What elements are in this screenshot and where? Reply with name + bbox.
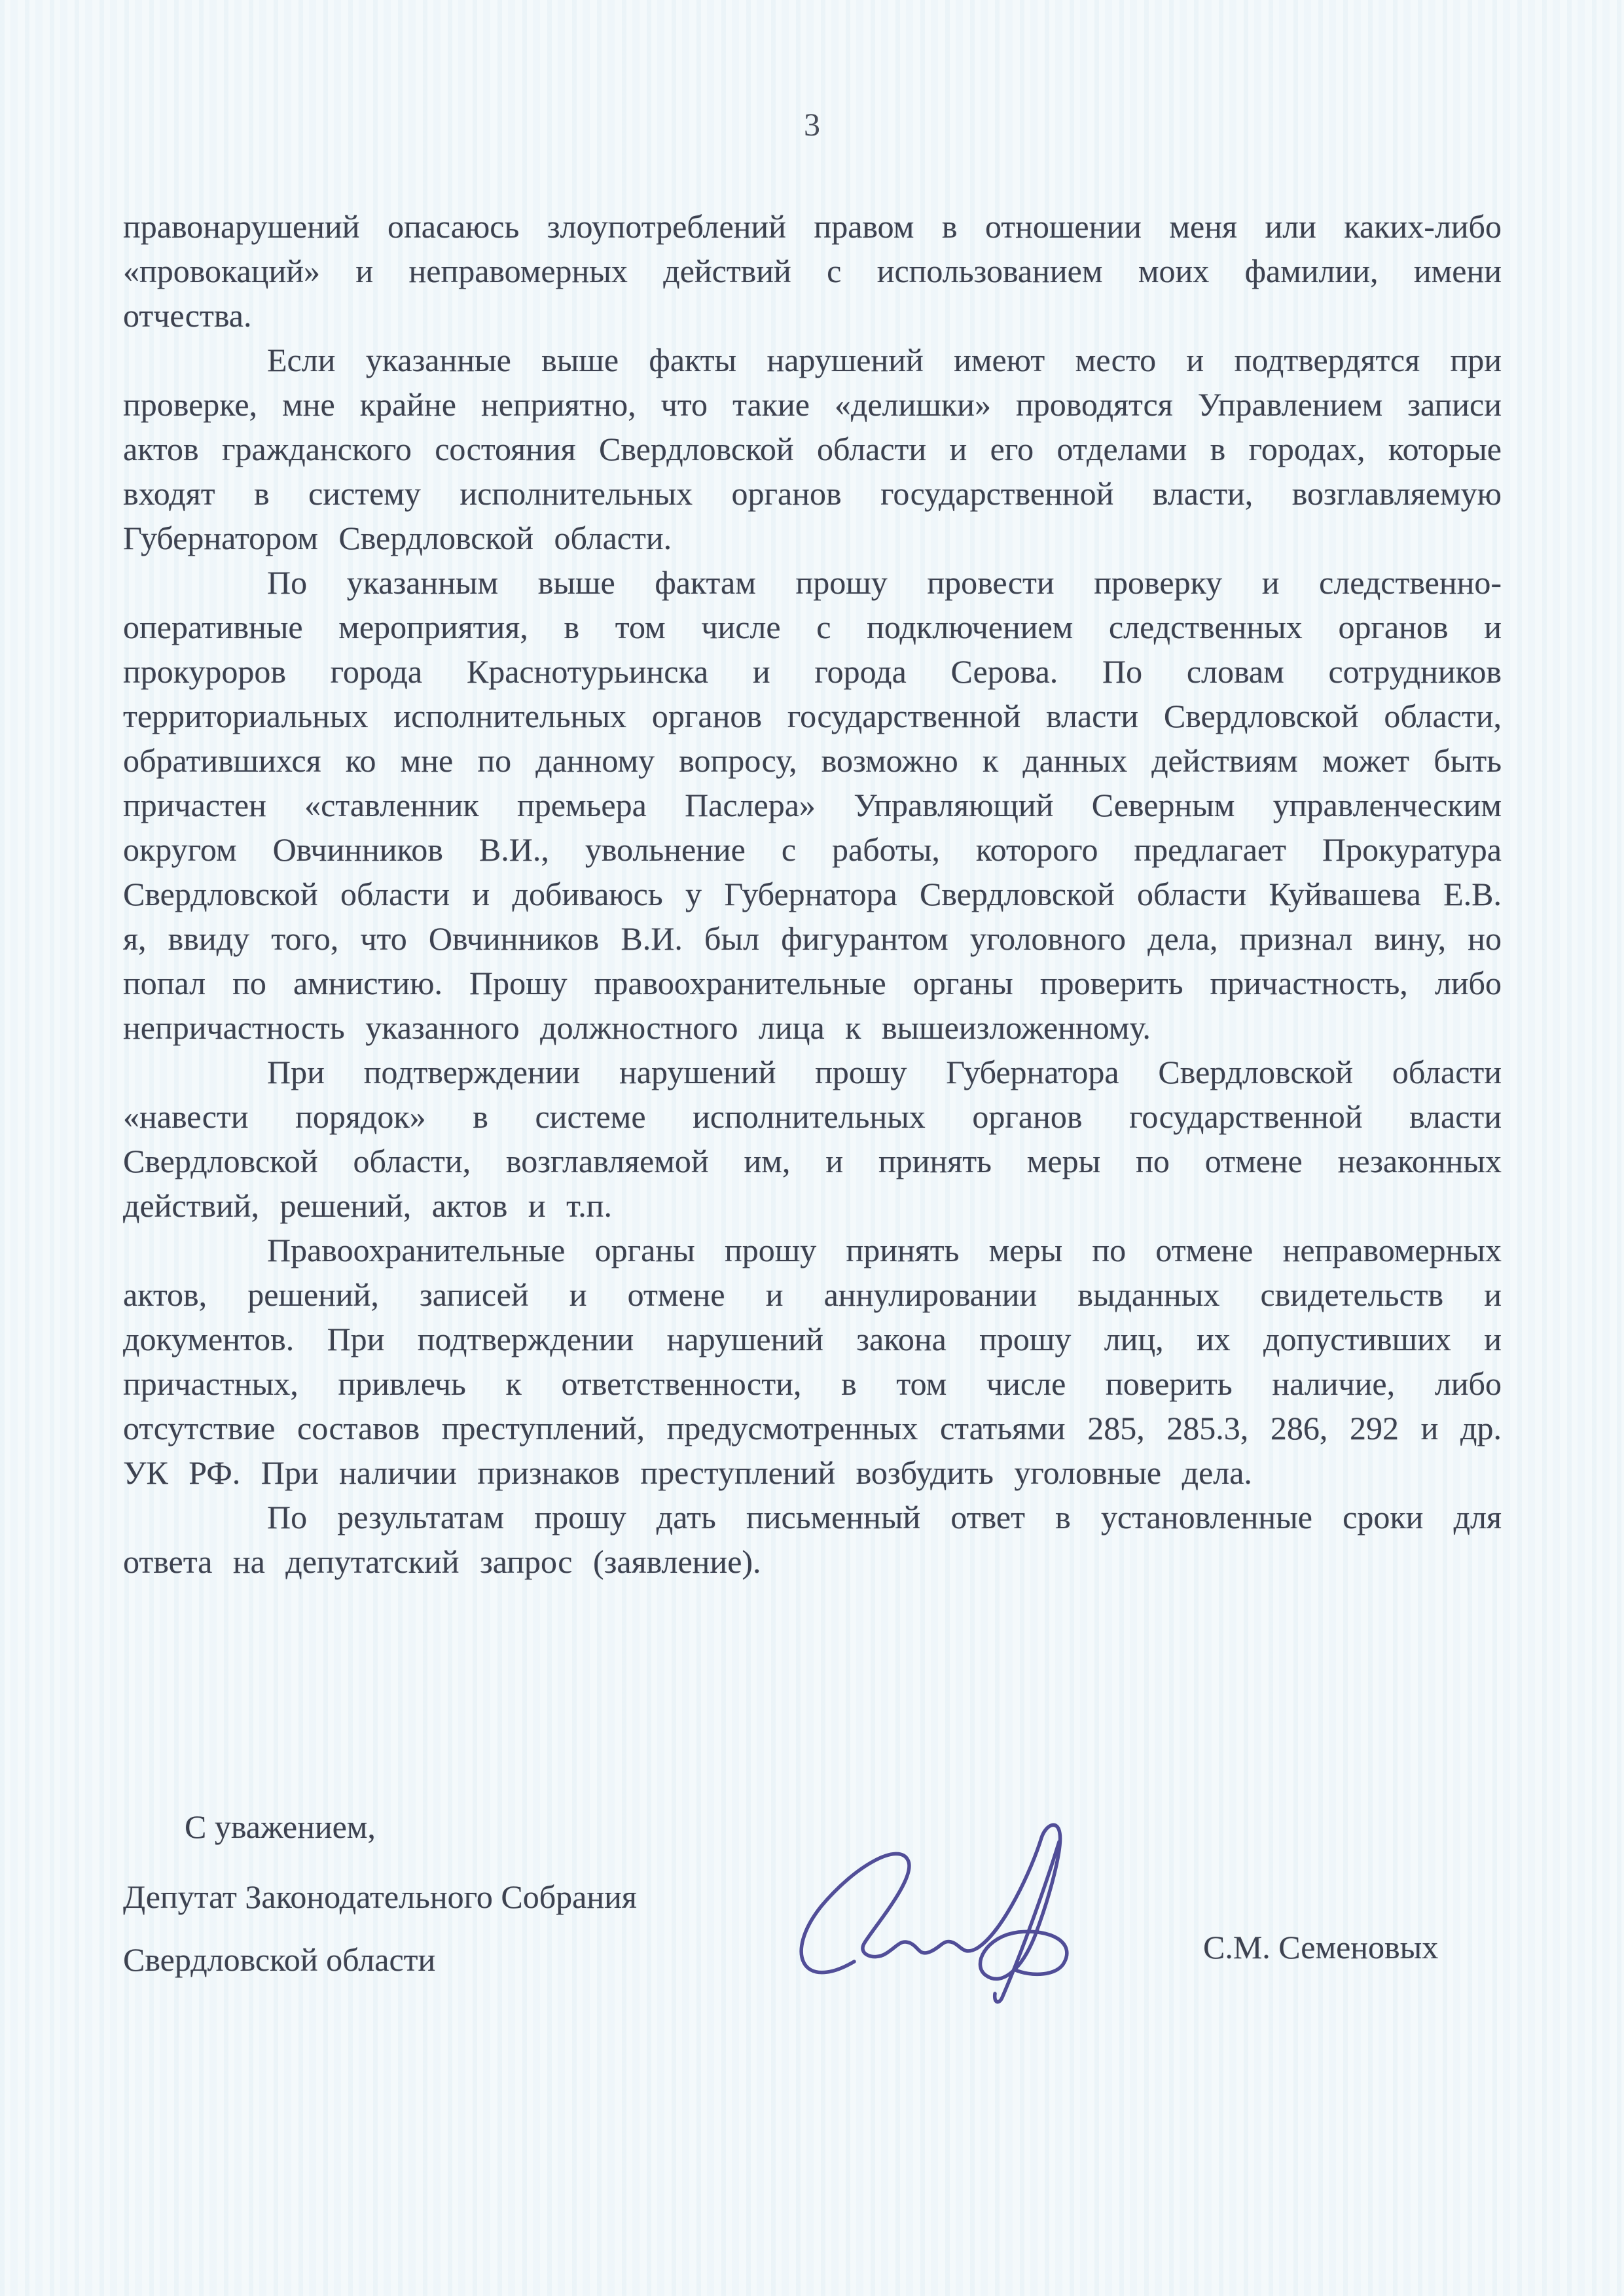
signer-title-line2: Свердловской области — [123, 1941, 436, 1978]
page-number: 3 — [804, 106, 820, 143]
handwritten-signature — [776, 1808, 1129, 2011]
signer-title — [123, 1865, 637, 1991]
signer-name: С.М. Семеновых — [1203, 1929, 1439, 1965]
closing-salutation: С уважением, — [185, 1808, 376, 1845]
paragraph: правонарушений опасаюсь злоупотреблений правом в отношении меня или каких-либо «провокаций» и неправомерных действий с использованием моих фамилии, имени отчества. — [123, 208, 1502, 334]
paragraph: Если указанные выше факты нарушений имеют место и подтвердятся при проверке, мне крайне неприятно, что такие «делишки» проводятся Управлением записи актов гражданского состояния Свердловской области и его отделами в городах, которые входят в систему исполнительных органов государственной власти, возглавляемую Губернатором Свердловской области. — [123, 342, 1502, 556]
letter-body — [123, 204, 1502, 1584]
signer-title-line1: Депутат Законодательного Собрания — [123, 1878, 637, 1915]
paragraph: По указанным выше фактам прошу провести проверку и следственно-оперативные мероприятия, в том числе с подключением следственных органов и прокуроров города Краснотурьинска и города Серова. По словам сотрудников территориальных исполнительных органов государственной власти Свердловской области, обратившихся ко мне по данному вопросу, возможно к данных действиям может быть причастен «ставленник премьера Паслера» Управляющий Северным управленческим округом Овчинников В.И., увольнение с работы, которого предлагает Прокуратура Свердловской области и добиваюсь у Губернатора Свердловской области Куйвашева Е.В. я, ввиду того, что Овчинников В.И. был фигурантом уголовного дела, признал вину, но попал по амнистию. Прошу правоохранительные органы проверить причастность, либо непричастность указанного должностного лица к вышеизложенному. — [123, 564, 1502, 1046]
signature-ink-icon — [776, 1808, 1129, 2011]
paragraph: При подтверждении нарушений прошу Губернатора Свердловской области «навести порядок» в системе исполнительных органов государственной власти Свердловской области, возглавляемой им, и принять меры по отмене незаконных действий, решений, актов и т.п. — [123, 1054, 1502, 1224]
paragraph: Правоохранительные органы прошу принять меры по отмене неправомерных актов, решений, записей и отмене и аннулировании выданных свидетельств и документов. При подтверждении нарушений закона прошу лиц, их допустивших и причастных, привлечь к ответственности, в том числе поверить наличие, либо отсутствие составов преступлений, предусмотренных статьями 285, 285.3, 286, 292 и др. УК РФ. При наличии признаков преступлений возбудить уголовные дела. — [123, 1232, 1502, 1491]
paragraph: По результатам прошу дать письменный ответ в установленные сроки для ответа на депутатский запрос (заявление). — [123, 1499, 1502, 1580]
